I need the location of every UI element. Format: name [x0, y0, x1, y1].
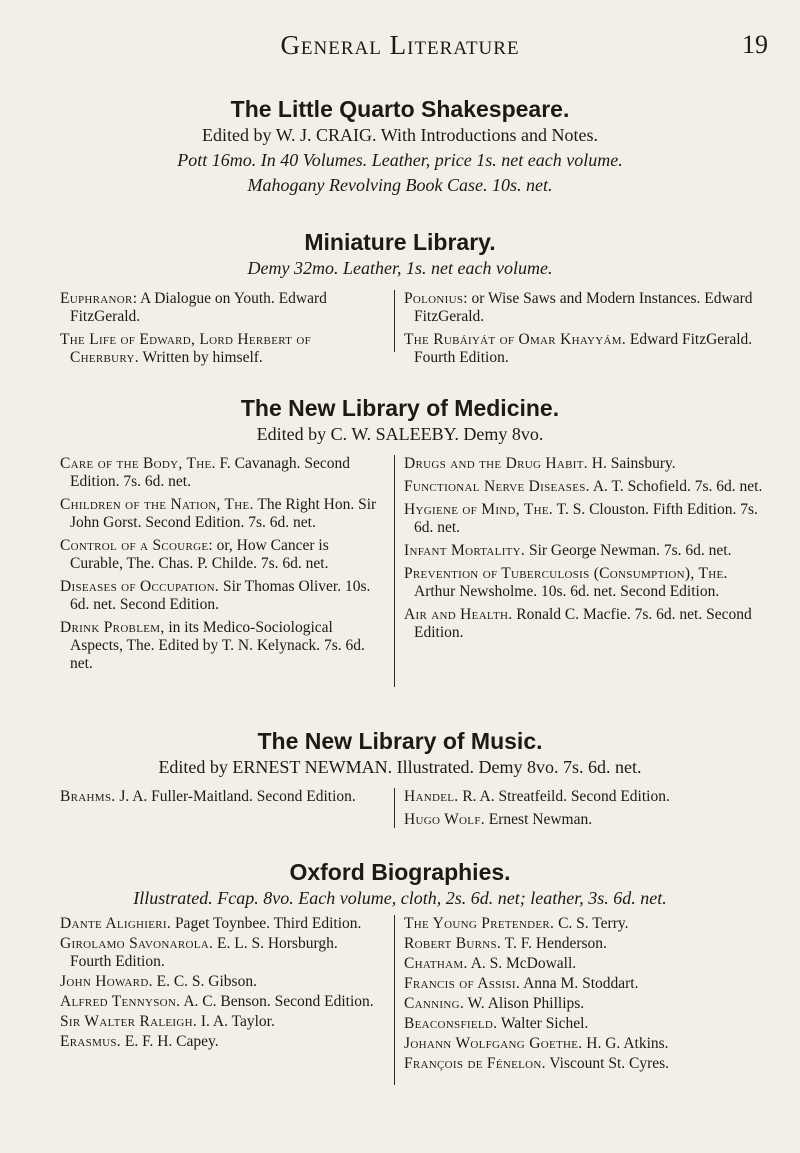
catalogue-entry: [404, 542, 766, 560]
catalogue-entry: [404, 478, 766, 496]
entry-title: Hygiene of Mind, The.: [404, 501, 554, 518]
catalogue-entry: [404, 331, 766, 367]
section-oxford-biographies: [0, 858, 800, 911]
running-head: [0, 22, 800, 62]
entry-details: J. A. Fuller-Maitland. Second Edition.: [115, 788, 356, 805]
entry-title: Hugo Wolf.: [404, 811, 485, 828]
entry-details: C. S. Terry.: [554, 915, 629, 932]
bookcase-line: Mahogany Revolving Book Case. 10s. net.: [247, 175, 553, 195]
catalogue-entry: [404, 1055, 766, 1073]
entry-details: Edward FitzGerald. Fourth Edition.: [414, 331, 753, 366]
entry-title: John Howard.: [60, 973, 153, 990]
catalogue-entry: [60, 973, 382, 991]
section-subtitle: Illustrated. Fcap. 8vo. Each volume, cloth, 2s. 6d. net; leather, 3s. 6d. net.: [133, 888, 667, 908]
section-library-of-music: [0, 727, 800, 780]
section-title: Oxford Biographies.: [289, 859, 511, 885]
catalogue-entry: [60, 935, 382, 971]
section-subtitle: Demy 32mo. Leather, 1s. net each volume.: [247, 258, 553, 278]
catalogue-entry: [404, 915, 766, 933]
catalogue-entry: [404, 935, 766, 953]
entry-title: The Young Pretender.: [404, 915, 555, 932]
entry-title: Beaconsfield.: [404, 1015, 498, 1032]
entry-title: Drugs and the Drug Habit.: [404, 455, 588, 472]
entry-title: Alfred Tennyson.: [60, 993, 181, 1010]
running-title: General Literature: [280, 30, 520, 60]
catalogue-entry: [404, 1015, 766, 1033]
entry-title: Children of the Nation, The.: [60, 496, 254, 513]
entry-title: Sir Walter Raleigh.: [60, 1013, 197, 1030]
entry-details: H. Sainsbury.: [587, 455, 676, 472]
entry-title: Air and Health.: [404, 606, 513, 623]
right-column: [394, 915, 766, 1085]
entry-title: Robert Burns.: [404, 935, 502, 952]
catalogue-entry: [60, 788, 382, 806]
page-number: 19: [742, 30, 768, 59]
entry-details: R. A. Streatfeild. Second Edition.: [458, 788, 670, 805]
entry-details: E. C. S. Gibson.: [152, 973, 257, 990]
entry-title: Johann Wolfgang Goethe.: [404, 1035, 583, 1052]
catalogue-entry: [404, 995, 766, 1013]
miniature-columns: [60, 290, 760, 366]
entry-title: Infant Mortality.: [404, 542, 526, 559]
entry-details: Written by himself.: [138, 349, 263, 366]
entry-details: Ernest Newman.: [484, 811, 593, 828]
right-column: [394, 290, 766, 366]
format-line: Pott 16mo. In 40 Volumes. Leather, price 1s. net each volume.: [177, 150, 623, 170]
right-column: [394, 788, 766, 828]
catalogue-entry: [404, 811, 766, 829]
entry-title: The Life of Edward, Lord Herbert of Cherbury.: [60, 331, 312, 366]
entry-title: Polonius: [404, 290, 464, 307]
entry-title: Chatham.: [404, 955, 468, 972]
entry-title: Care of the Body, The.: [60, 455, 216, 472]
entry-details: : or, How Cancer is Curable, The. Chas. P. Childe. 7s. 6d. net.: [70, 537, 329, 572]
left-column: [60, 915, 382, 1053]
left-column: [60, 455, 382, 678]
entry-details: I. A. Taylor.: [197, 1013, 275, 1030]
catalogue-entry: [60, 331, 382, 367]
entry-details: Paget Toynbee. Third Edition.: [171, 915, 362, 932]
catalogue-entry: [60, 537, 382, 573]
catalogue-entry: [60, 915, 382, 933]
section-quarto-shakespeare: [0, 95, 800, 198]
section-subtitle: Edited by ERNEST NEWMAN. Illustrated. Demy 8vo. 7s. 6d. net.: [158, 757, 642, 777]
section-title: The Little Quarto Shakespeare.: [230, 96, 570, 122]
entry-title: The Rubáiyát of Omar Khayyám.: [404, 331, 627, 348]
catalogue-entry: [60, 1013, 382, 1031]
entry-details: : A Dialogue on Youth. Edward FitzGerald.: [70, 290, 327, 325]
entry-details: A. S. McDowall.: [467, 955, 577, 972]
editor-line: Edited by W. J. CRAIG. With Introductions and Notes.: [202, 125, 598, 145]
entry-details: Anna M. Stoddart.: [520, 975, 639, 992]
entry-details: T. S. Clouston. Fifth Edition. 7s. 6d. net.: [414, 501, 758, 536]
entry-details: A. T. Schofield. 7s. 6d. net.: [589, 478, 763, 495]
entry-title: Brahms.: [60, 788, 116, 805]
section-title: The New Library of Music.: [257, 728, 543, 754]
entry-title: Euphranor: [60, 290, 133, 307]
catalogue-entry: [404, 565, 766, 601]
section-library-of-medicine: [0, 394, 800, 447]
left-column: [60, 290, 382, 372]
entry-details: Ronald C. Macfie. 7s. 6d. net. Second Edition.: [414, 606, 752, 641]
catalogue-entry: [60, 496, 382, 532]
entry-title: Canning.: [404, 995, 464, 1012]
entry-title: Dante Alighieri.: [60, 915, 172, 932]
catalogue-entry: [404, 606, 766, 642]
entry-details: Arthur Newsholme. 10s. 6d. net. Second Edition.: [414, 583, 720, 600]
entry-title: Control of a Scourge: [60, 537, 209, 554]
entry-title: Functional Nerve Diseases.: [404, 478, 590, 495]
catalogue-entry: [60, 455, 382, 491]
right-column: [394, 455, 766, 687]
catalogue-entry: [60, 619, 382, 673]
entry-details: W. Alison Phillips.: [464, 995, 585, 1012]
entry-details: Sir George Newman. 7s. 6d. net.: [525, 542, 732, 559]
entry-details: : or Wise Saws and Modern Instances. Edward FitzGerald.: [414, 290, 753, 325]
section-subtitle: Edited by C. W. SALEEBY. Demy 8vo.: [256, 424, 544, 444]
entry-details: T. F. Henderson.: [501, 935, 607, 952]
entry-details: in its Medico-Sociological Aspects, The. Edited by T. N. Kelynack. 7s. 6d. net.: [70, 619, 365, 672]
entry-title: Girolamo Savonarola.: [60, 935, 214, 952]
medicine-columns: [60, 455, 763, 695]
entry-title: Erasmus.: [60, 1033, 121, 1050]
catalogue-entry: [404, 1035, 766, 1053]
entry-details: E. F. H. Capey.: [120, 1033, 219, 1050]
section-title: Miniature Library.: [304, 229, 496, 255]
entry-details: A. C. Benson. Second Edition.: [180, 993, 374, 1010]
entry-details: Walter Sichel.: [497, 1015, 589, 1032]
catalogue-entry: [60, 290, 382, 326]
entry-details: Viscount St. Cyres.: [545, 1055, 670, 1072]
section-miniature-library: [0, 228, 800, 281]
entry-title: Diseases of Occupation.: [60, 578, 220, 595]
catalogue-entry: [60, 1033, 382, 1051]
catalogue-entry: [60, 578, 382, 614]
section-title: The New Library of Medicine.: [240, 395, 560, 421]
catalogue-entry: [404, 290, 766, 326]
entry-details: E. L. S. Horsburgh. Fourth Edition.: [70, 935, 338, 970]
oxford-columns: [60, 915, 760, 1095]
entry-title: Handel.: [404, 788, 459, 805]
entry-details: Sir Thomas Oliver. 10s. 6d. net. Second Edition.: [70, 578, 371, 613]
entry-details: F. Cavanagh. Second Edition. 7s. 6d. net.: [70, 455, 351, 490]
entry-title: Drink Problem,: [60, 619, 165, 636]
catalogue-entry: [404, 788, 766, 806]
music-columns: [60, 788, 760, 838]
left-column: [60, 788, 382, 811]
catalogue-entry: [404, 955, 766, 973]
catalogue-entry: [404, 975, 766, 993]
entry-title: Prevention of Tuberculosis (Consumption), The.: [404, 565, 728, 582]
entry-title: Francis of Assisi.: [404, 975, 521, 992]
entry-title: François de Fénelon.: [404, 1055, 546, 1072]
entry-details: The Right Hon. Sir John Gorst. Second Edition. 7s. 6d. net.: [70, 496, 377, 531]
catalogue-entry: [404, 501, 766, 537]
catalogue-entry: [404, 455, 766, 473]
catalogue-entry: [60, 993, 382, 1011]
entry-details: H. G. Atkins.: [582, 1035, 669, 1052]
